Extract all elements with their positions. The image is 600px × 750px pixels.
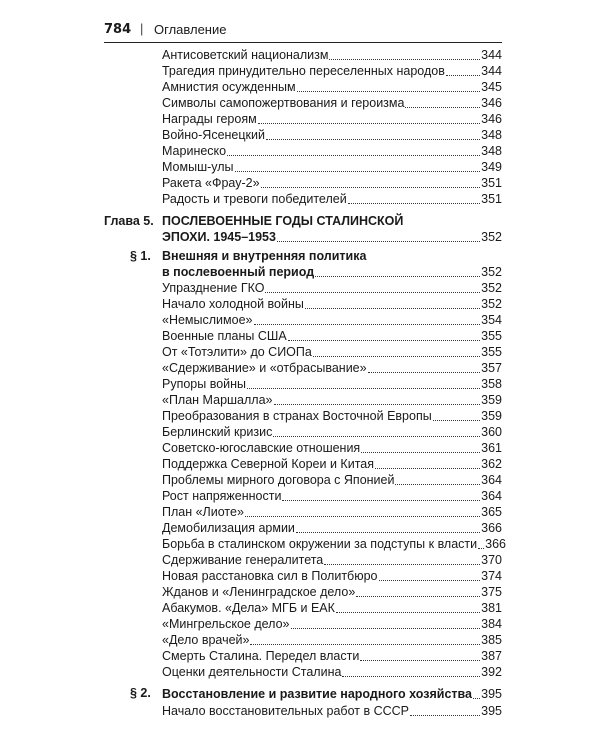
toc-entry-title: Советско-югославские отношения xyxy=(162,441,361,455)
toc-entry[interactable] xyxy=(162,191,502,207)
toc-entry-title: Войно-Ясенецкий xyxy=(162,128,265,142)
toc-entry-title: «Немыслимое» xyxy=(162,313,253,327)
dot-leader xyxy=(361,452,480,453)
toc-entry-title: Проблемы мирного договора с Японией xyxy=(162,473,395,487)
dot-leader xyxy=(348,203,480,204)
dot-leader xyxy=(273,436,480,437)
toc-entry-title: Военные планы США xyxy=(162,329,287,343)
dot-leader xyxy=(297,91,481,92)
toc-entry[interactable] xyxy=(162,159,502,175)
toc-entry-page: 381 xyxy=(481,601,502,615)
chapter-page: 352 xyxy=(481,230,502,244)
toc-entry-title: Абакумов. «Дела» МГБ и ЕАК xyxy=(162,601,335,615)
dot-leader xyxy=(405,107,480,108)
dot-leader xyxy=(235,171,481,172)
toc-entry[interactable] xyxy=(162,568,502,584)
toc-entry[interactable] xyxy=(162,456,502,472)
dot-leader xyxy=(291,628,481,629)
toc-entry-title: Начало восстановительных работ в СССР xyxy=(162,704,410,718)
toc-entry[interactable] xyxy=(162,632,502,648)
dot-leader xyxy=(274,404,481,405)
dot-leader xyxy=(395,484,480,485)
toc-entry[interactable] xyxy=(162,344,502,360)
toc-entry[interactable] xyxy=(162,600,502,616)
chapter-title-line1[interactable]: ПОСЛЕВОЕННЫЕ ГОДЫ СТАЛИНСКОЙ xyxy=(162,214,404,228)
toc-entry[interactable] xyxy=(162,376,502,392)
toc-entry-title: План «Лиоте» xyxy=(162,505,244,519)
toc-section[interactable] xyxy=(162,264,502,280)
page-header xyxy=(104,20,502,43)
dot-leader xyxy=(329,59,480,60)
toc-entry-title: Символы самопожертвования и героизма xyxy=(162,96,405,110)
toc-entry-title: Радость и тревоги победителей xyxy=(162,192,347,206)
dot-leader xyxy=(296,532,480,533)
section-label: § 2. xyxy=(130,686,151,700)
toc-entry-title: Трагедия принудительно переселенных народов xyxy=(162,64,445,78)
dot-leader xyxy=(342,676,480,677)
toc-entry-title: Упразднение ГКО xyxy=(162,281,265,295)
toc-entry-page: 355 xyxy=(481,329,502,343)
toc-entry-title: «Дело врачей» xyxy=(162,633,250,647)
toc-entry-title: Момыш-улы xyxy=(162,160,234,174)
dot-leader xyxy=(247,388,480,389)
toc-entry-page: 359 xyxy=(481,393,502,407)
toc-entry-page: 365 xyxy=(481,505,502,519)
toc-entry[interactable] xyxy=(162,328,502,344)
toc-entry[interactable] xyxy=(162,488,502,504)
toc-entry-page: 374 xyxy=(481,569,502,583)
toc-chapter[interactable] xyxy=(162,229,502,245)
toc-entry[interactable] xyxy=(162,472,502,488)
toc-entry[interactable] xyxy=(162,312,502,328)
dot-leader xyxy=(379,580,481,581)
toc-entry-page: 395 xyxy=(481,704,502,718)
dot-leader xyxy=(258,123,480,124)
dot-leader xyxy=(266,139,480,140)
dot-leader xyxy=(410,715,480,716)
running-title: Оглавление xyxy=(154,22,227,37)
dot-leader xyxy=(375,468,480,469)
toc-entry-title: «План Маршалла» xyxy=(162,393,273,407)
toc-entry-page: 366 xyxy=(485,537,506,551)
toc-entry-title: Рупоры войны xyxy=(162,377,247,391)
toc-entry[interactable] xyxy=(162,424,502,440)
toc-entry-title: Награды героям xyxy=(162,112,257,126)
toc-entry[interactable] xyxy=(162,143,502,159)
toc-entry-title: Борьба в сталинском окружении за подступы к власти xyxy=(162,537,478,551)
toc-entry[interactable] xyxy=(162,47,502,63)
dot-leader xyxy=(368,372,481,373)
toc-entry[interactable] xyxy=(162,440,502,456)
toc-entry-page: 362 xyxy=(481,457,502,471)
toc-entry-title: Начало холодной войны xyxy=(162,297,304,311)
toc-entry[interactable] xyxy=(162,111,502,127)
dot-leader xyxy=(478,548,484,549)
toc-entry-page: 385 xyxy=(481,633,502,647)
section-page: 352 xyxy=(481,265,502,279)
toc-entry[interactable] xyxy=(162,552,502,568)
toc-entry-title: Амнистия осужденным xyxy=(162,80,296,94)
dot-leader xyxy=(356,596,480,597)
toc-entry-page: 352 xyxy=(481,281,502,295)
toc-section[interactable] xyxy=(162,686,502,702)
toc-entry-title: Маринеско xyxy=(162,144,227,158)
toc-entry-title: «Мингрельское дело» xyxy=(162,617,290,631)
toc-entry-page: 359 xyxy=(481,409,502,423)
dot-leader xyxy=(336,612,480,613)
dot-leader xyxy=(265,292,480,293)
dot-leader xyxy=(360,660,480,661)
toc-entry-title: Оценки деятельности Сталина xyxy=(162,665,342,679)
toc-entry[interactable] xyxy=(162,392,502,408)
dot-leader xyxy=(324,564,480,565)
toc-entry[interactable] xyxy=(162,584,502,600)
toc-entry[interactable] xyxy=(162,616,502,632)
chapter-title-line2: ЭПОХИ. 1945–1953 xyxy=(162,230,276,244)
toc-entry-page: 366 xyxy=(481,521,502,535)
toc-entry-page: 346 xyxy=(481,112,502,126)
toc-entry-title: «Сдерживание» и «отбрасывание» xyxy=(162,361,367,375)
toc-entry-page: 345 xyxy=(481,80,502,94)
toc-entry-title: Ракета «Фрау-2» xyxy=(162,176,260,190)
toc-entry-page: 370 xyxy=(481,553,502,567)
dot-leader xyxy=(315,276,480,277)
toc-entry-page: 351 xyxy=(481,192,502,206)
toc-entry-page: 387 xyxy=(481,649,502,663)
toc-entry-page: 351 xyxy=(481,176,502,190)
section-label: § 1. xyxy=(130,249,151,263)
toc-entry-title: Поддержка Северной Кореи и Китая xyxy=(162,457,374,471)
toc-entry[interactable] xyxy=(162,175,502,191)
dot-leader xyxy=(277,241,480,242)
toc-entry-page: 344 xyxy=(481,48,502,62)
toc-entry[interactable] xyxy=(162,536,506,552)
toc-entry[interactable] xyxy=(162,664,502,680)
dot-leader xyxy=(227,155,480,156)
toc-entry-page: 358 xyxy=(481,377,502,391)
toc-entry-page: 348 xyxy=(481,128,502,142)
toc-entry[interactable] xyxy=(162,504,502,520)
dot-leader xyxy=(305,308,480,309)
dot-leader xyxy=(245,516,480,517)
dot-leader xyxy=(313,356,480,357)
toc-entry[interactable] xyxy=(162,648,502,664)
toc-entry-title: Смерть Сталина. Передел власти xyxy=(162,649,360,663)
dot-leader xyxy=(446,75,480,76)
page-number: 784 xyxy=(104,22,132,37)
toc-entry-page: 349 xyxy=(481,160,502,174)
toc-entry-page: 392 xyxy=(481,665,502,679)
toc-entry-page: 346 xyxy=(481,96,502,110)
toc-entry-title: Жданов и «Ленинградское дело» xyxy=(162,585,356,599)
toc-entry[interactable] xyxy=(162,95,502,111)
toc-entry-title: Новая расстановка сил в Политбюро xyxy=(162,569,378,583)
dot-leader xyxy=(250,644,480,645)
toc-entry[interactable] xyxy=(162,703,502,719)
toc-entry[interactable] xyxy=(162,408,502,424)
toc-entry-page: 344 xyxy=(481,64,502,78)
toc-entry[interactable] xyxy=(162,360,502,376)
toc-entry[interactable] xyxy=(162,127,502,143)
toc-entry-title: Антисоветский национализм xyxy=(162,48,329,62)
dot-leader xyxy=(261,187,481,188)
section-title-line1[interactable]: Внешняя и внутренняя политика xyxy=(162,249,367,263)
toc-entry[interactable] xyxy=(162,280,502,296)
header-separator: | xyxy=(140,21,144,36)
toc-entry[interactable] xyxy=(162,296,502,312)
toc-entry-title: Демобилизация армии xyxy=(162,521,295,535)
toc-entry[interactable] xyxy=(162,79,502,95)
section-title-line2: в послевоенный период xyxy=(162,265,315,279)
toc-entry[interactable] xyxy=(162,63,502,79)
toc-entry-title: Преобразования в странах Восточной Европы xyxy=(162,409,432,423)
toc-entry-page: 357 xyxy=(481,361,502,375)
toc-entry-page: 354 xyxy=(481,313,502,327)
toc-entry-title: Берлинский кризис xyxy=(162,425,273,439)
dot-leader xyxy=(282,500,480,501)
section-page: 395 xyxy=(481,687,502,701)
toc-entry-title: Сдерживание генералитета xyxy=(162,553,324,567)
toc-entry-page: 348 xyxy=(481,144,502,158)
toc-entry-page: 352 xyxy=(481,297,502,311)
toc-entry-title: От «Тотэлити» до СИОПа xyxy=(162,345,312,359)
dot-leader xyxy=(473,698,480,699)
dot-leader xyxy=(254,324,481,325)
toc-entry[interactable] xyxy=(162,520,502,536)
section-title: Восстановление и развитие народного хозяйства xyxy=(162,687,473,701)
dot-leader xyxy=(288,340,480,341)
toc-entry-page: 355 xyxy=(481,345,502,359)
toc-entry-page: 375 xyxy=(481,585,502,599)
toc-entry-title: Рост напряженности xyxy=(162,489,282,503)
chapter-label: Глава 5. xyxy=(104,214,154,228)
dot-leader xyxy=(433,420,480,421)
toc-entry-page: 384 xyxy=(481,617,502,631)
toc-entry-page: 364 xyxy=(481,473,502,487)
toc-entry-page: 364 xyxy=(481,489,502,503)
toc-entry-page: 360 xyxy=(481,425,502,439)
toc-entry-page: 361 xyxy=(481,441,502,455)
